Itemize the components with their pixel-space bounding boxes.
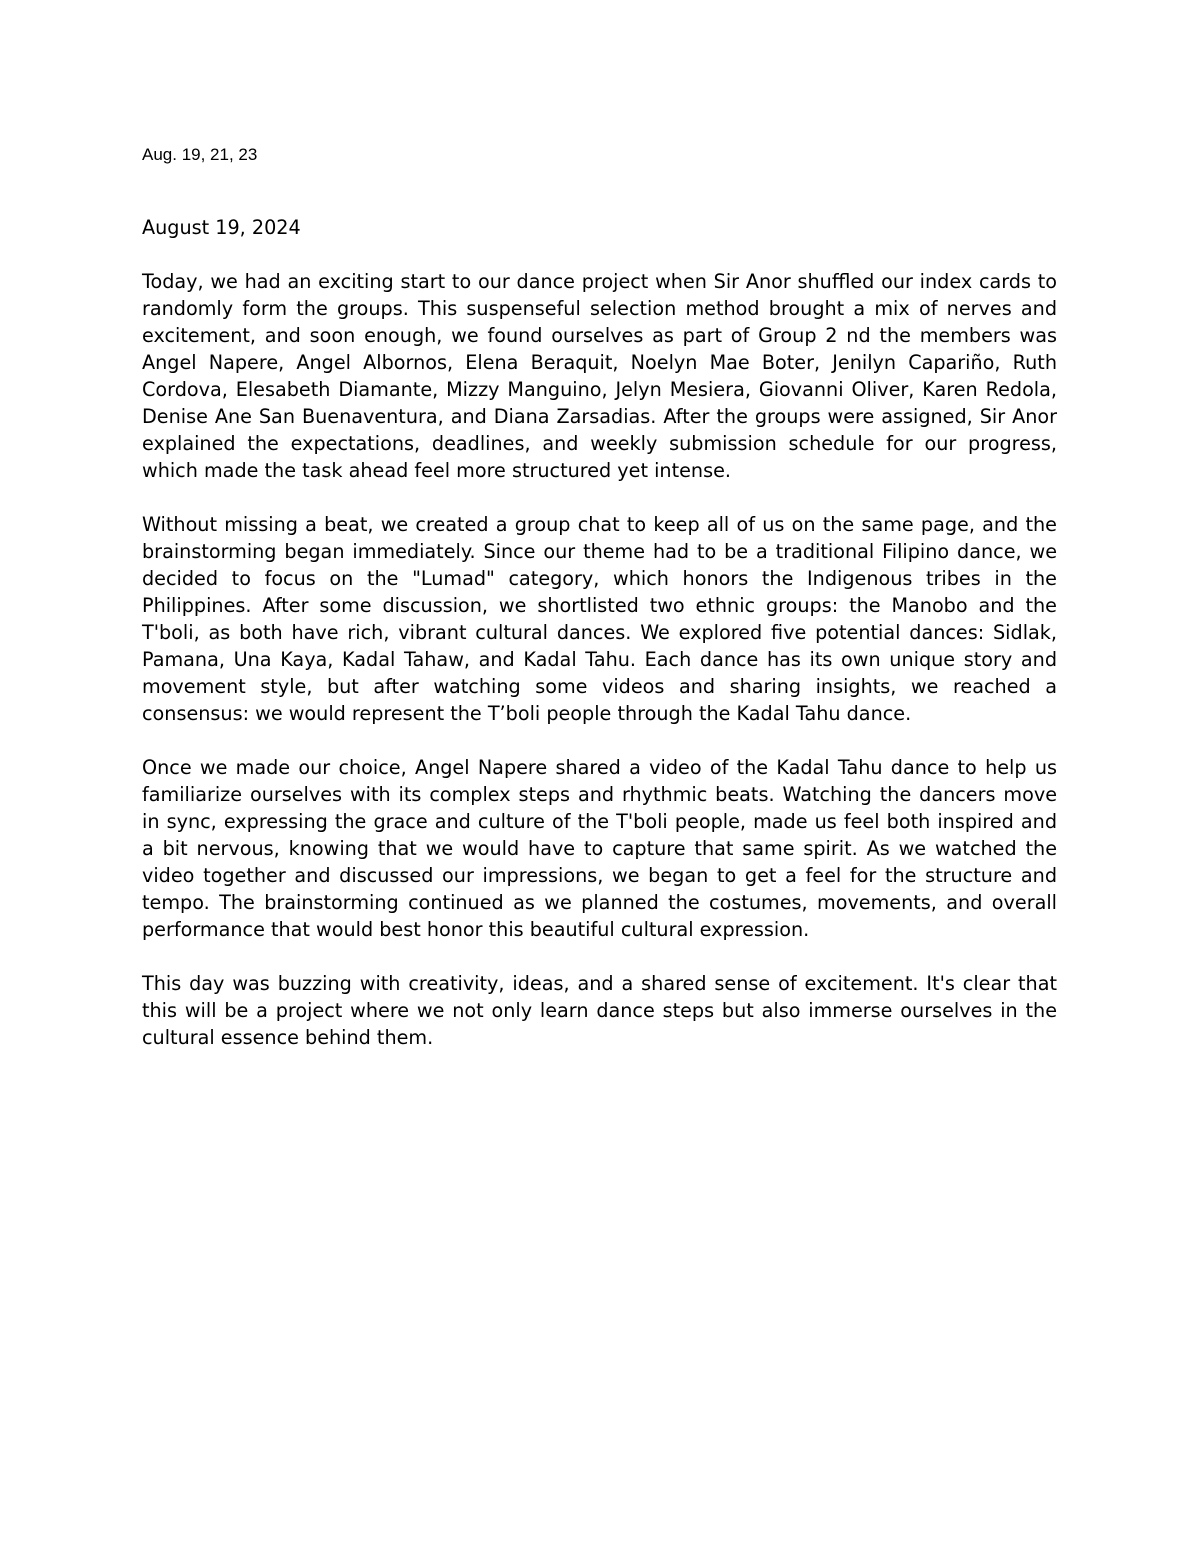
paragraph-dance-selection: Without missing a beat, we created a group chat to keep all of us on the same page, and the brainstorming began immediately. Since our theme had to be a traditional Filipino dance, we decided to focus on the "Lumad" category, which honors the Indigenous tribes in the Philippines. After some discussion, we shortlisted two ethnic groups: the Manobo and the T'boli, as both have rich, vibrant cultural dances. We explored five potential dances: Sidlak, Pamana, Una Kaya, Kadal Tahaw, and Kadal Tahu. Each dance has its own unique story and movement style, but after watching some videos and sharing insights, we reached a consensus: we would represent the T’boli people through the Kadal Tahu dance. xyxy=(142,513,1057,725)
header-date: Aug. 19, 21, 23 xyxy=(142,145,258,164)
entry-date: August 19, 2024 xyxy=(142,216,301,239)
paragraph-closing: This day was buzzing with creativity, ideas, and a shared sense of excitement. It's clear that this will be a project where we not only learn dance steps but also immerse ourselves in the cultural essence behind them. xyxy=(142,972,1057,1049)
journal-entry xyxy=(142,214,1057,1078)
paragraph-video-review: Once we made our choice, Angel Napere shared a video of the Kadal Tahu dance to help us familiarize ourselves with its complex steps and rhythmic beats. Watching the dancers move in sync, expressing the grace and culture of the T'boli people, made us feel both inspired and a bit nervous, knowing that we would have to capture that same spirit. As we watched the video together and discussed our impressions, we began to get a feel for the structure and tempo. The brainstorming continued as we planned the costumes, movements, and overall performance that would best honor this beautiful cultural expression. xyxy=(142,756,1057,941)
paragraph-group-formation: Today, we had an exciting start to our dance project when Sir Anor shuffled our index cards to randomly form the groups. This suspenseful selection method brought a mix of nerves and excitement, and soon enough, we found ourselves as part of Group 2 nd the members was Angel Napere, Angel Albornos, Elena Beraquit, Noelyn Mae Boter, Jenilyn Capariño, Ruth Cordova, Elesabeth Diamante, Mizzy Manguino, Jelyn Mesiera, Giovanni Oliver, Karen Redola, Denise Ane San Buenaventura, and Diana Zarsadias. After the groups were assigned, Sir Anor explained the expectations, deadlines, and weekly submission schedule for our progress, which made the task ahead feel more structured yet intense. xyxy=(142,270,1057,482)
